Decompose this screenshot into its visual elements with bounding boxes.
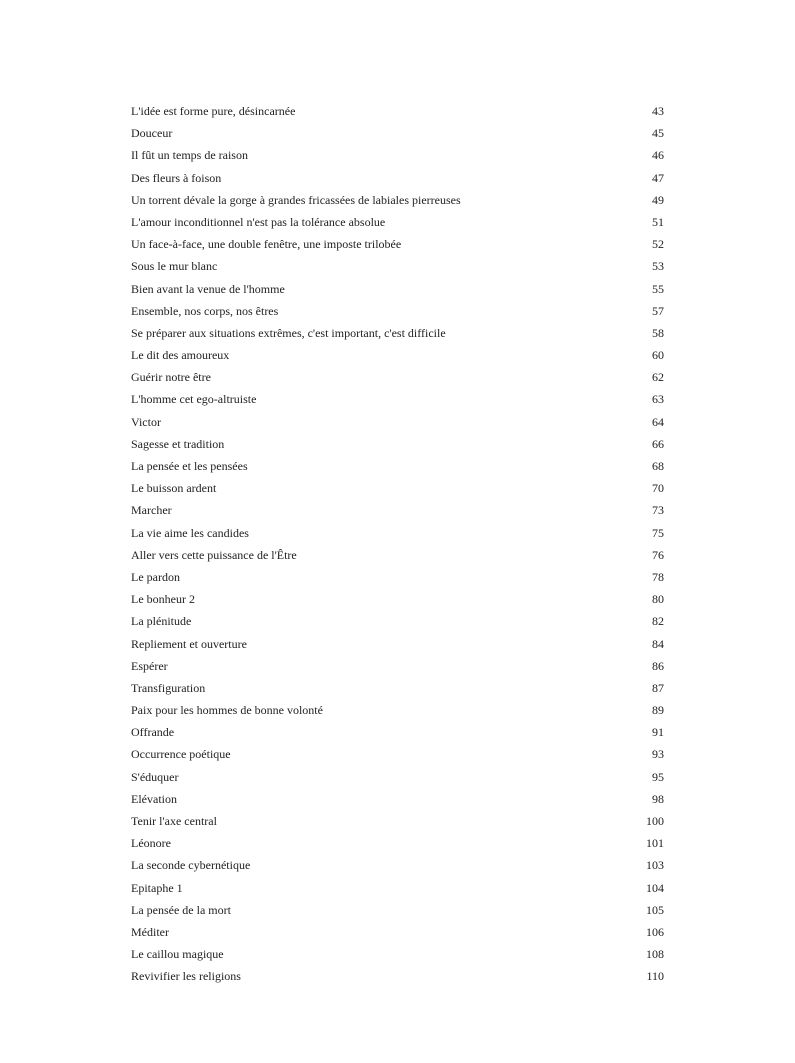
dot-leader [173,924,643,936]
toc-entry-title: Léonore [131,836,171,851]
toc-entry-page-number: 87 [652,680,664,695]
toc-entry-page-number: 101 [646,836,664,851]
toc-entry[interactable] [131,122,664,144]
table-of-contents [131,100,664,988]
toc-entry[interactable] [131,544,664,566]
toc-entry[interactable] [131,788,664,810]
toc-entry-title: Des fleurs à foison [131,170,222,185]
toc-entry[interactable] [131,255,664,277]
toc-entry-page-number: 76 [652,547,664,562]
toc-entry[interactable] [131,522,664,544]
toc-entry-title: Bien avant la venue de l'homme [131,281,285,296]
toc-entry[interactable] [131,655,664,677]
toc-entry[interactable] [131,566,664,588]
toc-entry[interactable] [131,877,664,899]
dot-leader [176,502,649,514]
dot-leader [178,724,649,736]
toc-entry-page-number: 55 [652,281,664,296]
toc-entry-page-number: 86 [652,658,664,673]
toc-entry[interactable] [131,766,664,788]
toc-entry-title: Epitaphe 1 [131,880,183,895]
toc-entry[interactable] [131,633,664,655]
toc-entry-title: Il fût un temps de raison [131,148,248,163]
toc-entry[interactable] [131,699,664,721]
toc-entry[interactable] [131,344,664,366]
toc-entry-page-number: 47 [652,170,664,185]
toc-entry-page-number: 91 [652,725,664,740]
toc-entry-page-number: 93 [652,747,664,762]
toc-entry-page-number: 64 [652,414,664,429]
toc-entry-title: Un face-à-face, une double fenêtre, une imposte trilobée [131,237,402,252]
toc-entry-page-number: 60 [652,348,664,363]
dot-leader [235,902,643,914]
toc-entry-page-number: 84 [652,636,664,651]
toc-entry-title: La pensée et les pensées [131,459,248,473]
toc-entry[interactable] [131,721,664,743]
dot-leader [299,103,649,115]
toc-entry[interactable] [131,233,664,255]
toc-entry-title: Douceur [131,126,173,141]
dot-leader [195,613,649,625]
dot-leader [327,702,649,714]
toc-entry-title: La seconde cybernétique [131,858,251,873]
toc-entry-page-number: 68 [652,459,664,473]
dot-leader [181,791,649,803]
toc-entry-title: La plénitude [131,614,192,629]
toc-entry-page-number: 106 [646,924,664,939]
dot-leader [282,303,649,315]
toc-entry-page-number: 63 [652,392,664,407]
toc-entry[interactable] [131,677,664,699]
toc-entry[interactable] [131,499,664,521]
toc-entry[interactable] [131,189,664,211]
toc-entry-page-number: 66 [652,436,664,451]
toc-entry-page-number: 43 [652,104,664,118]
dot-leader [235,746,649,758]
dot-leader [289,281,649,293]
toc-entry-page-number: 51 [652,214,664,229]
toc-entry-title: Guérir notre être [131,370,211,385]
dot-leader [221,258,649,270]
toc-entry-page-number: 53 [652,259,664,274]
toc-entry-title: Aller vers cette puissance de l'Être [131,547,297,562]
toc-entry[interactable] [131,300,664,322]
toc-entry-title: Le bonheur 2 [131,592,195,607]
dot-leader [209,680,649,692]
toc-entry-title: Un torrent dévale la gorge à grandes fricassées de labiales pierreuses [131,192,461,207]
toc-entry-page-number: 58 [652,325,664,340]
toc-entry-title: Revivifier les religions [131,969,241,984]
toc-entry-title: La vie aime les candides [131,525,249,540]
toc-entry[interactable] [131,965,664,987]
dot-leader [254,857,643,869]
toc-entry[interactable] [131,854,664,876]
toc-entry-title: Méditer [131,924,169,939]
toc-entry[interactable] [131,743,664,765]
toc-entry[interactable] [131,810,664,832]
toc-entry[interactable] [131,921,664,943]
dot-leader [251,636,649,648]
dot-leader [253,525,649,537]
toc-entry-title: Marcher [131,503,172,518]
toc-entry-title: Transfiguration [131,680,206,695]
toc-entry-title: Le pardon [131,569,180,584]
dot-leader [405,236,649,248]
toc-entry[interactable] [131,411,664,433]
toc-entry-title: Tenir l'axe central [131,814,217,828]
toc-entry-page-number: 70 [652,481,664,496]
toc-entry[interactable] [131,388,664,410]
toc-entry-page-number: 52 [652,237,664,252]
toc-entry-title: Occurrence poétique [131,747,231,762]
dot-leader [182,769,649,781]
toc-entry-page-number: 100 [646,814,664,828]
toc-entry-page-number: 105 [646,902,664,917]
toc-entry-page-number: 57 [652,303,664,318]
toc-entry-page-number: 95 [652,769,664,784]
toc-entry-page-number: 45 [652,126,664,141]
toc-entry-title: Espérer [131,658,168,673]
toc-entry-title: Victor [131,414,161,429]
dot-leader [389,214,649,226]
toc-entry-page-number: 78 [652,569,664,584]
dot-leader [184,569,649,581]
dot-leader [221,813,643,825]
toc-entry[interactable] [131,899,664,921]
toc-entry-title: L'homme cet ego-altruiste [131,392,257,407]
toc-entry-page-number: 89 [652,703,664,718]
toc-entry-page-number: 82 [652,614,664,629]
dot-leader [301,547,649,559]
toc-entry-page-number: 98 [652,791,664,806]
toc-entry-title: Se préparer aux situations extrêmes, c'est important, c'est difficile [131,325,446,340]
toc-entry-title: Sagesse et tradition [131,436,225,451]
toc-entry[interactable] [131,832,664,854]
dot-leader [225,170,649,182]
toc-entry-page-number: 73 [652,503,664,518]
toc-entry-page-number: 110 [646,969,664,984]
toc-entry-title: Le dit des amoureux [131,348,230,363]
toc-entry-page-number: 62 [652,370,664,385]
dot-leader [220,480,649,492]
toc-entry-page-number: 103 [646,858,664,873]
toc-entry[interactable] [131,477,664,499]
toc-entry[interactable] [131,278,664,300]
toc-entry-title: S'éduquer [131,769,179,784]
toc-entry[interactable] [131,211,664,233]
dot-leader [465,192,649,204]
dot-leader [260,391,649,403]
toc-entry[interactable] [131,322,664,344]
toc-entry[interactable] [131,455,664,477]
toc-entry-title: Sous le mur blanc [131,259,218,274]
dot-leader [233,347,649,359]
toc-entry[interactable] [131,366,664,388]
toc-entry-title: Paix pour les hommes de bonne volonté [131,703,323,718]
dot-leader [199,591,649,603]
toc-entry-title: Le caillou magique [131,947,224,962]
dot-leader [215,369,649,381]
dot-leader [165,414,649,426]
toc-entry[interactable] [131,943,664,965]
dot-leader [175,835,643,847]
dot-leader [245,968,643,980]
toc-entry-title: Repliement et ouverture [131,636,247,651]
toc-entry-title: Le buisson ardent [131,481,217,496]
toc-entry-page-number: 75 [652,525,664,540]
toc-entry[interactable] [131,610,664,632]
toc-entry-page-number: 49 [652,192,664,207]
toc-entry[interactable] [131,588,664,610]
dot-leader [228,436,649,448]
toc-entry-page-number: 104 [646,880,664,895]
toc-entry-title: Elévation [131,791,177,806]
dot-leader [187,880,643,892]
toc-entry-title: Offrande [131,725,175,740]
dot-leader [450,325,649,337]
dot-leader [252,147,649,159]
toc-entry[interactable] [131,433,664,455]
dot-leader [176,125,649,137]
dot-leader [172,658,649,670]
toc-entry-page-number: 108 [646,947,664,962]
toc-entry-title: L'idée est forme pure, désincarnée [131,104,296,118]
toc-entry-page-number: 46 [652,148,664,163]
toc-entry-title: L'amour inconditionnel n'est pas la tolérance absolue [131,214,386,229]
toc-entry[interactable] [131,100,664,122]
toc-entry-page-number: 80 [652,592,664,607]
toc-entry[interactable] [131,167,664,189]
toc-entry-title: Ensemble, nos corps, nos êtres [131,303,279,318]
toc-entry[interactable] [131,144,664,166]
dot-leader [252,458,649,470]
dot-leader [228,946,643,958]
toc-entry-title: La pensée de la mort [131,902,231,917]
